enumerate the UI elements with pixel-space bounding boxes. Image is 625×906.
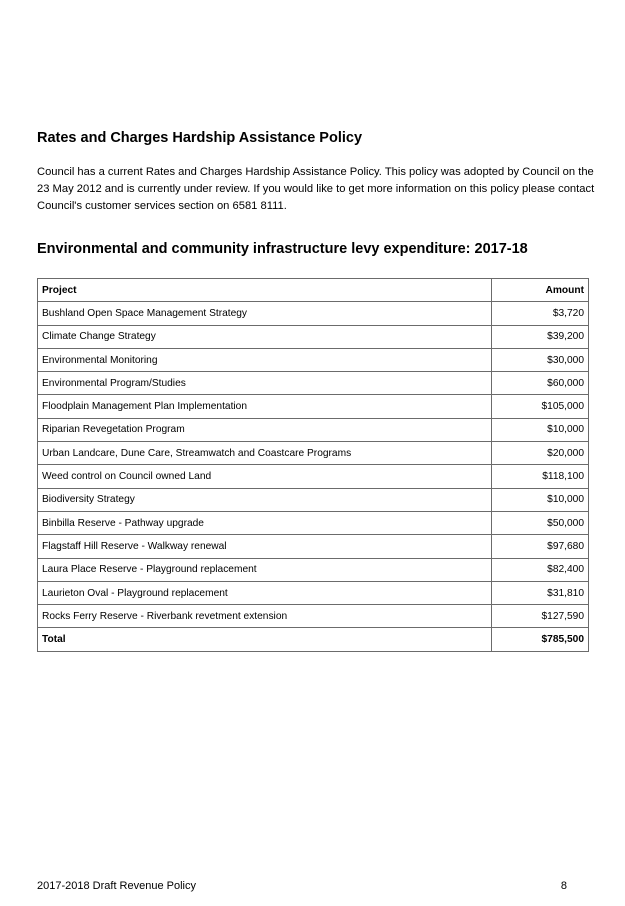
hardship-policy-paragraph: Council has a current Rates and Charges Hardship Assistance Policy. This policy was adopted by Council on the 23 May 2012 and is currently under review. If you would like to get more information on this policy please contact Council's customer services section on 6581 8111. (37, 166, 595, 212)
table-row (38, 442, 589, 465)
footer-document-title: 2017-2018 Draft Revenue Policy (37, 880, 196, 892)
amount-cell: $97,680 (492, 535, 589, 558)
project-cell: Climate Change Strategy (38, 325, 492, 348)
amount-cell: $60,000 (492, 372, 589, 395)
table-row (38, 605, 589, 628)
footer-page-number: 8 (560, 880, 567, 892)
table-row (38, 581, 589, 604)
table-body (38, 302, 589, 651)
project-cell: Environmental Program/Studies (38, 372, 492, 395)
project-cell: Floodplain Management Plan Implementation (38, 395, 492, 418)
table-row (38, 465, 589, 488)
hardship-policy-heading: Rates and Charges Hardship Assistance Policy (37, 130, 363, 146)
project-cell: Riparian Revegetation Program (38, 418, 492, 441)
levy-expenditure-heading: Environmental and community infrastructure levy expenditure: 2017-18 (37, 241, 528, 257)
project-cell: Binbilla Reserve - Pathway upgrade (38, 511, 492, 534)
amount-cell: $20,000 (492, 442, 589, 465)
project-cell: Laurieton Oval - Playground replacement (38, 581, 492, 604)
column-header-amount: Amount (492, 279, 589, 302)
project-cell: Flagstaff Hill Reserve - Walkway renewal (38, 535, 492, 558)
project-cell: Urban Landcare, Dune Care, Streamwatch and Coastcare Programs (38, 442, 492, 465)
total-amount-cell: $785,500 (492, 628, 589, 651)
column-header-project: Project (38, 279, 492, 302)
table-row (38, 372, 589, 395)
amount-cell: $50,000 (492, 511, 589, 534)
table-row (38, 558, 589, 581)
project-cell: Weed control on Council owned Land (38, 465, 492, 488)
project-cell: Laura Place Reserve - Playground replacement (38, 558, 492, 581)
amount-cell: $10,000 (492, 488, 589, 511)
levy-expenditure-table (37, 278, 589, 652)
total-row (38, 628, 589, 651)
table-row (38, 488, 589, 511)
total-label-cell: Total (38, 628, 492, 651)
table-row (38, 348, 589, 371)
table-row (38, 418, 589, 441)
amount-cell: $10,000 (492, 418, 589, 441)
amount-cell: $39,200 (492, 325, 589, 348)
amount-cell: $30,000 (492, 348, 589, 371)
project-cell: Biodiversity Strategy (38, 488, 492, 511)
amount-cell: $31,810 (492, 581, 589, 604)
project-cell: Environmental Monitoring (38, 348, 492, 371)
amount-cell: $82,400 (492, 558, 589, 581)
amount-cell: $118,100 (492, 465, 589, 488)
amount-cell: $3,720 (492, 302, 589, 325)
table-row (38, 395, 589, 418)
table-header-row (38, 279, 589, 302)
project-cell: Rocks Ferry Reserve - Riverbank revetment extension (38, 605, 492, 628)
amount-cell: $127,590 (492, 605, 589, 628)
table-row (38, 325, 589, 348)
table-row (38, 302, 589, 325)
project-cell: Bushland Open Space Management Strategy (38, 302, 492, 325)
table-row (38, 535, 589, 558)
amount-cell: $105,000 (492, 395, 589, 418)
table-row (38, 511, 589, 534)
